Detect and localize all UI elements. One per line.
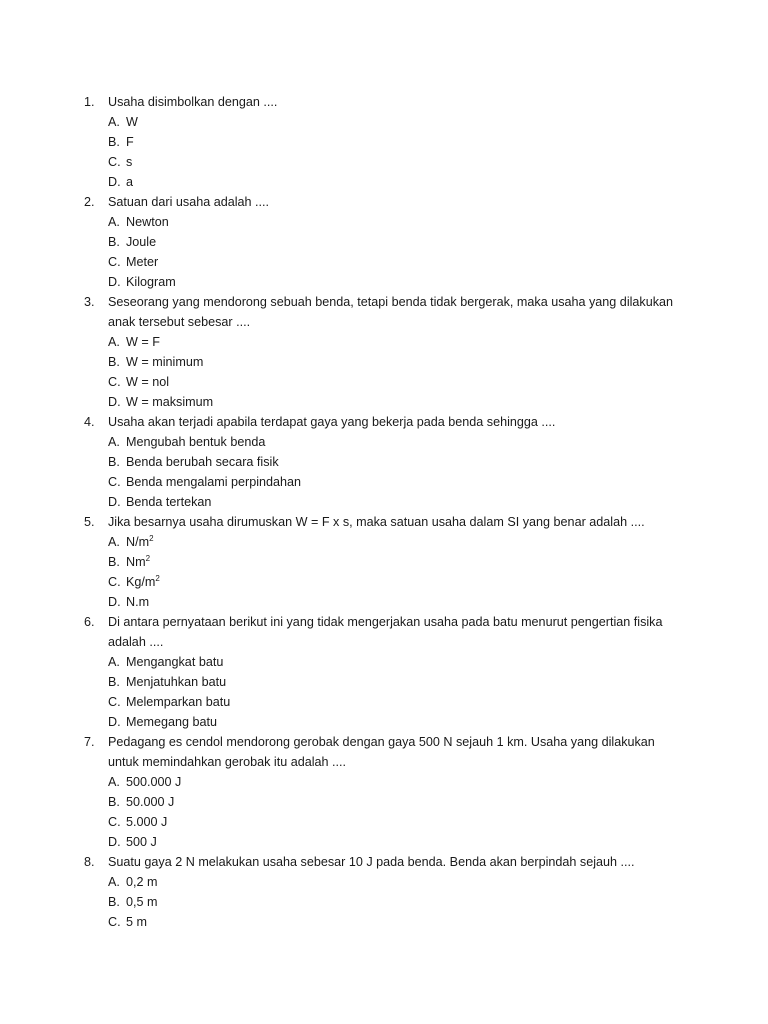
- question-1: [0, 92, 768, 192]
- option-text: N.m: [126, 595, 150, 609]
- option-letter: C.: [108, 155, 121, 169]
- question-number: 2.: [84, 195, 95, 209]
- answer-option: [0, 912, 768, 932]
- option-text: Mengubah bentuk benda: [126, 435, 266, 449]
- option-letter: B.: [108, 135, 120, 149]
- question-text: Suatu gaya 2 N melakukan usaha sebesar 10 J pada benda. Benda akan berpindah sejauh ....: [108, 855, 635, 869]
- question-number: 7.: [84, 735, 95, 749]
- option-letter: C.: [108, 255, 121, 269]
- option-letter: A.: [108, 655, 120, 669]
- question-number: 3.: [84, 295, 95, 309]
- answer-option: [0, 372, 768, 392]
- superscript: 2: [149, 533, 154, 543]
- option-letter: A.: [108, 115, 120, 129]
- question-number: 4.: [84, 415, 95, 429]
- question-number: 8.: [84, 855, 95, 869]
- option-text: 5 m: [126, 915, 147, 929]
- option-letter: B.: [108, 455, 120, 469]
- answer-option: [0, 232, 768, 252]
- answer-option: [0, 772, 768, 792]
- option-text: Benda mengalami perpindahan: [126, 475, 302, 489]
- answer-option: [0, 252, 768, 272]
- option-letter: C.: [108, 475, 121, 489]
- answer-option: [0, 532, 768, 552]
- option-text: F: [126, 135, 134, 149]
- answer-option: [0, 672, 768, 692]
- question-text: Di antara pernyataan berikut ini yang tidak mengerjakan usaha pada batu menurut pengertian fisika adalah ....: [108, 615, 663, 649]
- answer-option: [0, 712, 768, 732]
- option-text: 5.000 J: [126, 815, 168, 829]
- question-stem: [0, 512, 768, 532]
- option-text: Newton: [126, 215, 169, 229]
- question-4: [0, 412, 768, 512]
- option-letter: A.: [108, 535, 120, 549]
- option-letter: B.: [108, 555, 120, 569]
- option-text: 500.000 J: [126, 775, 182, 789]
- question-8: [0, 852, 768, 932]
- answer-option: [0, 832, 768, 852]
- answer-option: [0, 552, 768, 572]
- option-letter: C.: [108, 695, 121, 709]
- option-text: W: [126, 115, 138, 129]
- option-text: W = F: [126, 335, 160, 349]
- answer-option: [0, 392, 768, 412]
- question-text: Satuan dari usaha adalah ....: [108, 195, 270, 209]
- answer-option: [0, 352, 768, 372]
- option-letter: A.: [108, 875, 120, 889]
- option-letter: D.: [108, 495, 121, 509]
- answer-option: [0, 272, 768, 292]
- option-text: Benda berubah secara fisik: [126, 455, 279, 469]
- question-number: 6.: [84, 615, 95, 629]
- question-stem: [0, 732, 768, 772]
- option-letter: D.: [108, 275, 121, 289]
- option-letter: D.: [108, 395, 121, 409]
- question-3: [0, 292, 768, 412]
- answer-option: [0, 172, 768, 192]
- option-letter: C.: [108, 915, 121, 929]
- question-7: [0, 732, 768, 852]
- question-stem: [0, 92, 768, 112]
- option-text: Menjatuhkan batu: [126, 675, 227, 689]
- option-letter: B.: [108, 355, 120, 369]
- option-letter: B.: [108, 235, 120, 249]
- option-letter: A.: [108, 335, 120, 349]
- answer-option: [0, 112, 768, 132]
- answer-option: [0, 792, 768, 812]
- option-letter: C.: [108, 815, 121, 829]
- question-text: Jika besarnya usaha dirumuskan W = F x s, maka satuan usaha dalam SI yang benar adalah ....: [108, 515, 645, 529]
- answer-option: [0, 152, 768, 172]
- option-letter: D.: [108, 595, 121, 609]
- option-letter: C.: [108, 575, 121, 589]
- question-stem: [0, 292, 768, 332]
- question-text: Usaha akan terjadi apabila terdapat gaya yang bekerja pada benda sehingga ....: [108, 415, 556, 429]
- option-text: Benda tertekan: [126, 495, 212, 509]
- question-list: [0, 92, 768, 932]
- question-number: 1.: [84, 95, 95, 109]
- option-letter: D.: [108, 175, 121, 189]
- option-letter: B.: [108, 895, 120, 909]
- option-text: a: [126, 175, 134, 189]
- option-letter: A.: [108, 775, 120, 789]
- option-text: 0,2 m: [126, 875, 158, 889]
- option-text: Nm: [126, 555, 146, 569]
- superscript: 2: [145, 553, 151, 563]
- option-letter: D.: [108, 715, 121, 729]
- option-text: N/m: [126, 535, 150, 549]
- answer-option: [0, 132, 768, 152]
- question-number: 5.: [84, 515, 95, 529]
- option-text: W = minimum: [126, 355, 204, 369]
- option-text: Meter: [126, 255, 159, 269]
- option-text: Kg/m: [126, 575, 156, 589]
- option-letter: B.: [108, 675, 120, 689]
- answer-option: [0, 212, 768, 232]
- question-stem: [0, 852, 768, 872]
- answer-option: [0, 872, 768, 892]
- question-text: Seseorang yang mendorong sebuah benda, tetapi benda tidak bergerak, maka usaha yang dilakukan anak tersebut sebesar ....: [108, 295, 674, 329]
- answer-option: [0, 652, 768, 672]
- question-6: [0, 612, 768, 732]
- option-letter: C.: [108, 375, 121, 389]
- question-text: Pedagang es cendol mendorong gerobak dengan gaya 500 N sejauh 1 km. Usaha yang dilakukan untuk memindahkan gerobak itu adalah ....: [108, 735, 655, 769]
- question-2: [0, 192, 768, 292]
- answer-option: [0, 572, 768, 592]
- question-stem: [0, 412, 768, 432]
- question-stem: [0, 192, 768, 212]
- option-text: s: [126, 155, 133, 169]
- answer-option: [0, 332, 768, 352]
- option-text: Mengangkat batu: [126, 655, 224, 669]
- option-letter: A.: [108, 435, 120, 449]
- answer-option: [0, 492, 768, 512]
- option-letter: D.: [108, 835, 121, 849]
- option-text: Memegang batu: [126, 715, 218, 729]
- option-text: 50.000 J: [126, 795, 175, 809]
- question-stem: [0, 612, 768, 652]
- option-text: 500 J: [126, 835, 157, 849]
- answer-option: [0, 892, 768, 912]
- answer-option: [0, 692, 768, 712]
- answer-option: [0, 452, 768, 472]
- answer-option: [0, 432, 768, 452]
- option-text: Kilogram: [126, 275, 176, 289]
- answer-option: [0, 812, 768, 832]
- answer-option: [0, 592, 768, 612]
- superscript: 2: [155, 573, 160, 583]
- option-text: Melemparkan batu: [126, 695, 231, 709]
- option-letter: A.: [108, 215, 120, 229]
- question-text: Usaha disimbolkan dengan ....: [108, 95, 278, 109]
- answer-option: [0, 472, 768, 492]
- option-text: W = maksimum: [126, 395, 214, 409]
- option-text: W = nol: [126, 375, 170, 389]
- option-letter: B.: [108, 795, 120, 809]
- option-text: 0,5 m: [126, 895, 158, 909]
- option-text: Joule: [126, 235, 157, 249]
- question-5: [0, 512, 768, 612]
